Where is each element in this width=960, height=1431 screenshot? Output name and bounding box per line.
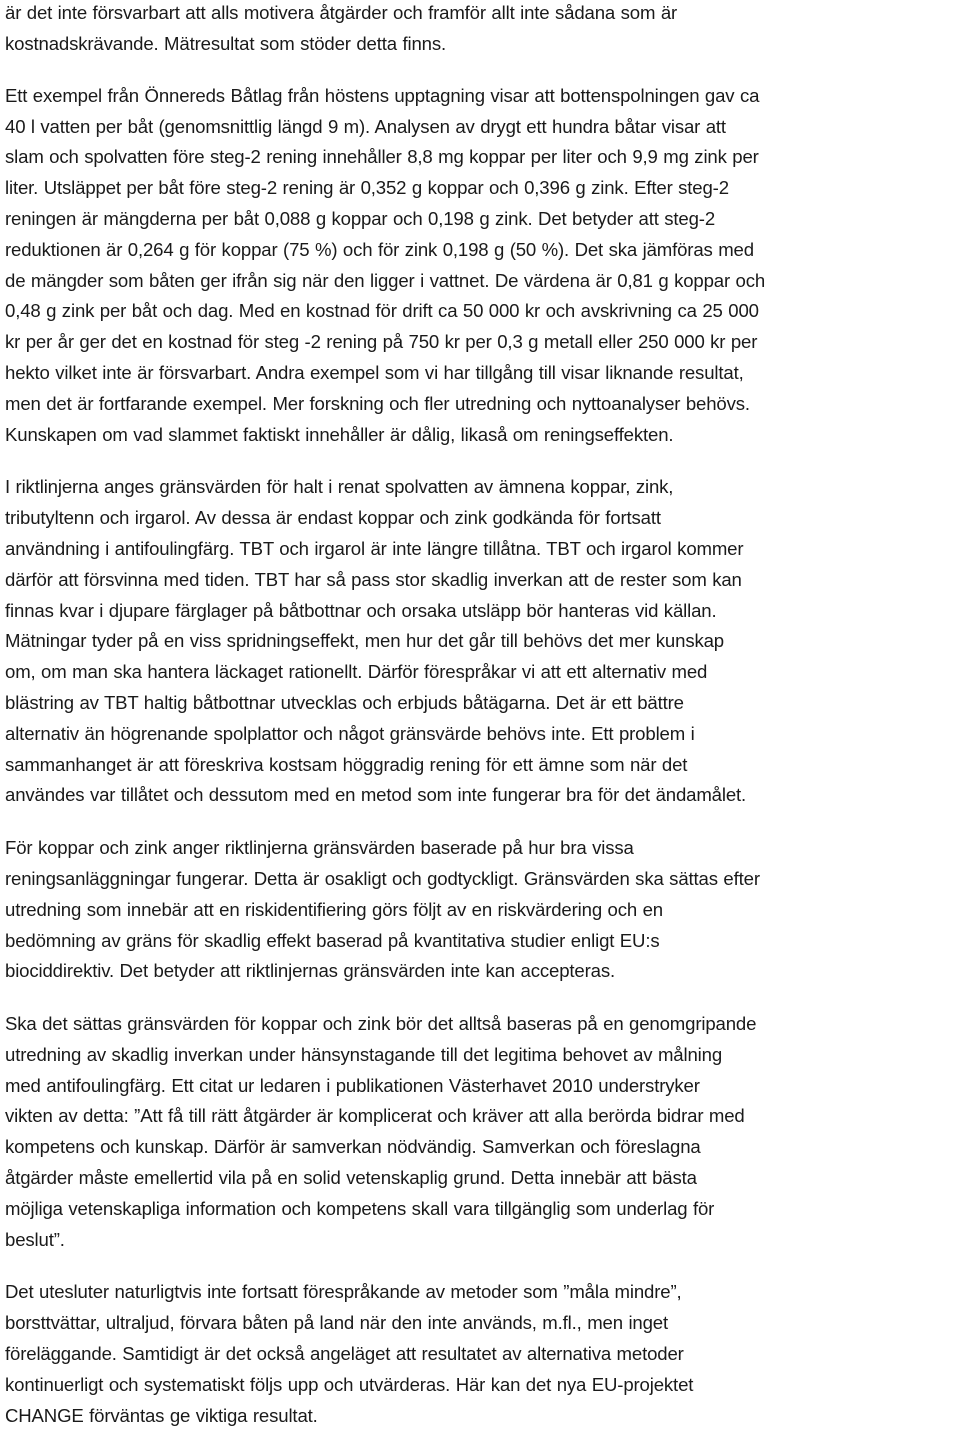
text-line: möjliga vetenskapliga information och kompetens skall vara tillgänglig som underlag för: [5, 1197, 715, 1219]
document-page: [5, 0, 957, 1431]
text-line: föreläggande. Samtidigt är det också angeläget att resultatet av alternativa metoder: [5, 1343, 684, 1365]
text-line: kostnadskrävande. Mätresultat som stöder detta finns.: [5, 32, 447, 54]
text-line: liter. Utsläppet per båt före steg-2 rening är 0,352 g koppar och 0,396 g zink. Efter steg-2: [5, 177, 729, 199]
paragraph-3: [5, 472, 957, 811]
text-line: CHANGE förväntas ge viktiga resultat.: [5, 1404, 318, 1426]
text-line: hekto vilket inte är försvarbart. Andra exempel som vi har tillgång till visar liknande resultat,: [5, 361, 744, 383]
text-line: därför att försvinna med tiden. TBT har så pass stor skadlig inverkan att de rester som kan: [5, 568, 742, 590]
text-line: utredning av skadlig inverkan under hänsynstagande till det legitima behovet av målning: [5, 1043, 723, 1065]
paragraph-spacer: [5, 1255, 957, 1277]
text-line: kontinuerligt och systematiskt följs upp och utvärderas. Här kan det nya EU-projektet: [5, 1373, 694, 1395]
text-line: reduktionen är 0,264 g för koppar (75 %) och för zink 0,198 g (50 %). Det ska jämföras med: [5, 238, 754, 260]
text-line: är det inte försvarbart att alls motivera åtgärder och framför allt inte sådana som är: [5, 2, 678, 23]
text-line: vikten av detta: ”Att få till rätt åtgärder är komplicerat och kräver att alla berörda bidrar med: [5, 1105, 745, 1127]
text-line: blästring av TBT haltig båtbottnar utvecklas och erbjuds båtägarna. Det är ett bättre: [5, 691, 684, 713]
text-line: 0,48 g zink per båt och dag. Med en kostnad för drift ca 50 000 kr och avskrivning ca 25 000: [5, 300, 759, 322]
paragraph-spacer: [5, 987, 957, 1009]
text-line: användning i antifoulingfärg. TBT och irgarol är inte längre tillåtna. TBT och irgarol kommer: [5, 537, 744, 559]
text-line: de mängder som båten ger ifrån sig när den ligger i vattnet. De värdena är 0,81 g koppar och: [5, 269, 766, 291]
paragraph-spacer: [5, 60, 957, 81]
paragraph-5: [5, 1009, 957, 1255]
text-line: För koppar och zink anger riktlinjerna gränsvärden baserade på hur bra vissa: [5, 837, 634, 859]
text-line: finnas kvar i djupare färglager på båtbottnar och orsaka utsläpp bör hanteras vid källan.: [5, 599, 717, 621]
text-line: utredning som innebär att en riskidentifiering görs följt av en riskvärdering och en: [5, 898, 663, 920]
text-line: åtgärder måste emellertid vila på en solid vetenskaplig grund. Detta innebär att bästa: [5, 1167, 697, 1189]
text-line: slam och spolvatten före steg-2 rening innehåller 8,8 mg koppar per liter och 9,9 mg zink per: [5, 146, 759, 168]
text-line: Kunskapen om vad slammet faktiskt innehåller är dålig, likaså om reningseffekten.: [5, 423, 674, 445]
text-line: I riktlinjerna anges gränsvärden för halt i renat spolvatten av ämnena koppar, zink,: [5, 476, 674, 498]
text-line: alternativ än högrenande spolplattor och något gränsvärde behövs inte. Ett problem i: [5, 722, 695, 744]
text-line: Ett exempel från Önnereds Båtlag från höstens upptagning visar att bottenspolningen gav ca: [5, 84, 760, 106]
text-line: tributyltenn och irgarol. Av dessa är endast koppar och zink godkända för fortsatt: [5, 507, 661, 529]
text-line: Mätningar tyder på en viss spridningseffekt, men hur det går till behövs det mer kunskap: [5, 630, 724, 652]
text-line: sammanhanget är att föreskriva kostsam höggradig rening för ett ämne som när det: [5, 753, 688, 775]
text-line: användes var tillåtet och dessutom med en metod som inte fungerar bra för det ändamålet.: [5, 784, 747, 806]
text-line: Ska det sättas gränsvärden för koppar och zink bör det alltså baseras på en genomgripande: [5, 1013, 757, 1035]
text-line: beslut”.: [5, 1228, 65, 1250]
text-line: biociddirektiv. Det betyder att riktlinjernas gränsvärden inte kan accepteras.: [5, 960, 615, 982]
text-line: borsttvättar, ultraljud, förvara båten på land när den inte används, m.fl., men inget: [5, 1312, 669, 1334]
paragraph-1: [5, 0, 957, 60]
paragraph-spacer: [5, 450, 957, 472]
text-line: reningen är mängderna per båt 0,088 g koppar och 0,198 g zink. Det betyder att steg-2: [5, 207, 716, 229]
text-line: men det är fortfarande exempel. Mer forskning och fler utredning och nyttoanalyser behövs.: [5, 392, 750, 414]
paragraph-4: [5, 833, 957, 987]
text-line: kr per år ger det en kostnad för steg -2 rening på 750 kr per 0,3 g metall eller 250 000 kr per: [5, 331, 758, 353]
text-line: Det utesluter naturligtvis inte fortsatt förespråkande av metoder som ”måla mindre”,: [5, 1281, 682, 1303]
text-line: kompetens och kunskap. Därför är samverkan nödvändig. Samverkan och föreslagna: [5, 1136, 701, 1158]
text-line: reningsanläggningar fungerar. Detta är osakligt och godtyckligt. Gränsvärden ska sättas efter: [5, 867, 760, 889]
text-line: med antifoulingfärg. Ett citat ur ledaren i publikationen Västerhavet 2010 understryker: [5, 1074, 700, 1096]
paragraph-6: [5, 1277, 957, 1431]
text-line: 40 l vatten per båt (genomsnittlig längd 9 m). Analysen av drygt ett hundra båtar visar att: [5, 115, 726, 137]
paragraph-2: [5, 81, 957, 451]
paragraph-spacer: [5, 811, 957, 833]
text-line: bedömning av gräns för skadlig effekt baserad på kvantitativa studier enligt EU:s: [5, 929, 660, 951]
text-line: om, om man ska hantera läckaget rationellt. Därför förespråkar vi att ett alternativ med: [5, 661, 708, 683]
